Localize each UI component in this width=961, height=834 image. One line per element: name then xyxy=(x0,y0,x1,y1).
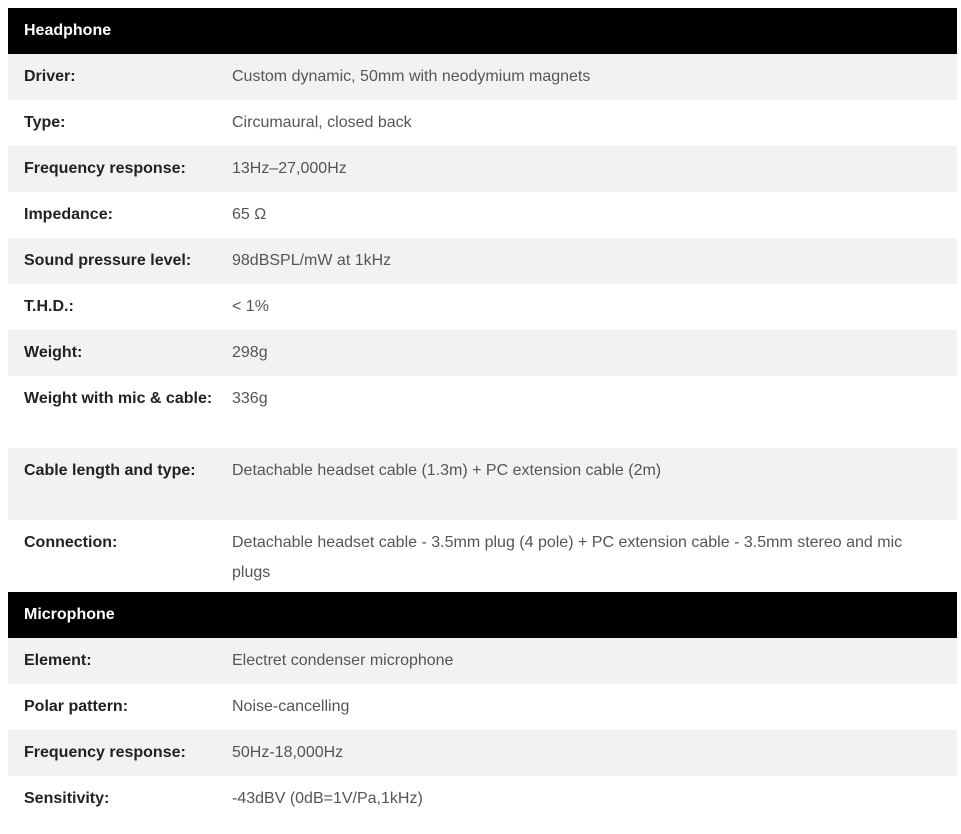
spec-value: -43dBV (0dB=1V/Pa,1kHz) xyxy=(232,790,423,807)
spec-row-sound-pressure-level xyxy=(8,238,957,284)
spec-value: 13Hz–27,000Hz xyxy=(232,160,347,177)
spec-value: 298g xyxy=(232,344,268,361)
spec-value: 65 Ω xyxy=(232,206,267,223)
spec-label: T.H.D.: xyxy=(24,298,74,315)
spec-value: < 1% xyxy=(232,298,269,315)
spec-label: Frequency response: xyxy=(24,744,186,761)
section-header-microphone: Microphone xyxy=(8,592,957,638)
spec-row-element xyxy=(8,638,957,684)
spec-row-driver xyxy=(8,54,957,100)
spec-row-thd xyxy=(8,284,957,330)
spec-row-mic-frequency-response xyxy=(8,730,957,776)
spec-label: Impedance: xyxy=(24,206,113,223)
spec-label: Driver: xyxy=(24,68,76,85)
spec-value: Detachable headset cable - 3.5mm plug (4 pole) + PC extension cable - 3.5mm stereo and mic plugs xyxy=(232,534,903,581)
spec-value: Custom dynamic, 50mm with neodymium magnets xyxy=(232,68,591,85)
spec-row-connection xyxy=(8,520,957,592)
spec-row-impedance xyxy=(8,192,957,238)
spec-row-cable-length-type xyxy=(8,448,957,520)
spec-row-weight xyxy=(8,330,957,376)
spec-label: Sensitivity: xyxy=(24,790,110,807)
spec-value: 98dBSPL/mW at 1kHz xyxy=(232,252,392,269)
spec-value: 50Hz-18,000Hz xyxy=(232,744,344,761)
spec-row-type xyxy=(8,100,957,146)
specifications-table xyxy=(8,8,957,822)
spec-label: Connection: xyxy=(24,534,118,551)
spec-label: Cable length and type: xyxy=(24,462,196,479)
spec-row-frequency-response xyxy=(8,146,957,192)
spec-label: Type: xyxy=(24,114,66,131)
spec-value: Circumaural, closed back xyxy=(232,114,412,131)
spec-value: Noise-cancelling xyxy=(232,698,350,715)
spec-label: Element: xyxy=(24,652,92,669)
section-header-headphone: Headphone xyxy=(8,8,957,54)
spec-label: Frequency response: xyxy=(24,160,186,177)
spec-label: Sound pressure level: xyxy=(24,252,192,269)
spec-label: Polar pattern: xyxy=(24,698,129,715)
spec-label: Weight with mic & cable: xyxy=(24,390,213,407)
spec-value: 336g xyxy=(232,390,268,407)
spec-row-sensitivity xyxy=(8,776,957,822)
spec-value: Detachable headset cable (1.3m) + PC extension cable (2m) xyxy=(232,462,662,479)
spec-label: Weight: xyxy=(24,344,83,361)
spec-row-weight-with-mic-cable xyxy=(8,376,957,448)
spec-row-polar-pattern xyxy=(8,684,957,730)
spec-value: Electret condenser microphone xyxy=(232,652,454,669)
